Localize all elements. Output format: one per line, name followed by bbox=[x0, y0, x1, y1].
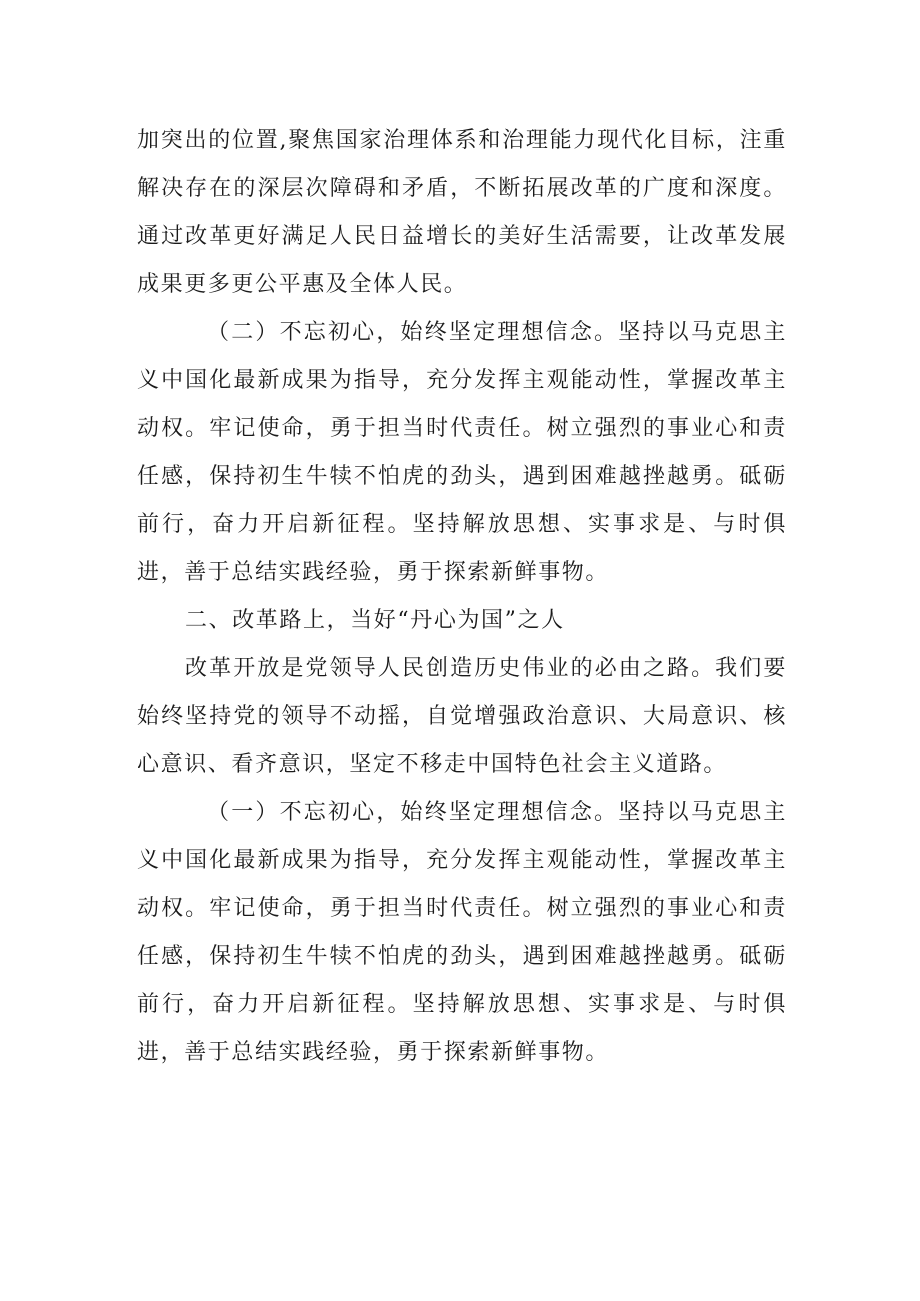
paragraph-subsection-one: （一）不忘初心，始终坚定理想信念。坚持以马克思主义中国化最新成果为指导，充分发挥主观能动性，掌握改革主动权。牢记使命，勇于担当时代责任。树立强烈的事业心和责任感，保持初生牛犊不怕虎的劲头，遇到困难越挫越勇。砥砺前行，奋力开启新征程。坚持解放思想、实事求是、与时俱进，善于总结实践经验，勇于探索新鲜事物。 bbox=[137, 800, 787, 1065]
paragraph-continuation: 加突出的位置,聚焦国家治理体系和治理能力现代化目标，注重解决存在的深层次障碍和矛盾，不断拓展改革的广度和深度。通过改革更好满足人民日益增长的美好生活需要，让改革发展成果更多更公平惠及全体人民。 bbox=[137, 128, 787, 297]
section-heading-two: 二、改革路上，当好“丹心为国”之人 bbox=[185, 608, 565, 633]
document-body bbox=[137, 117, 787, 1077]
paragraph-section-intro: 改革开放是党领导人民创造历史伟业的必由之路。我们要始终坚持党的领导不动摇，自觉增强政治意识、大局意识、核心意识、看齐意识，坚定不移走中国特色社会主义道路。 bbox=[137, 656, 787, 777]
paragraph-subsection-two: （二）不忘初心，始终坚定理想信念。坚持以马克思主义中国化最新成果为指导，充分发挥主观能动性，掌握改革主动权。牢记使命，勇于担当时代责任。树立强烈的事业心和责任感，保持初生牛犊不怕虎的劲头，遇到困难越挫越勇。砥砺前行，奋力开启新征程。坚持解放思想、实事求是、与时俱进，善于总结实践经验，勇于探索新鲜事物。 bbox=[137, 320, 787, 585]
